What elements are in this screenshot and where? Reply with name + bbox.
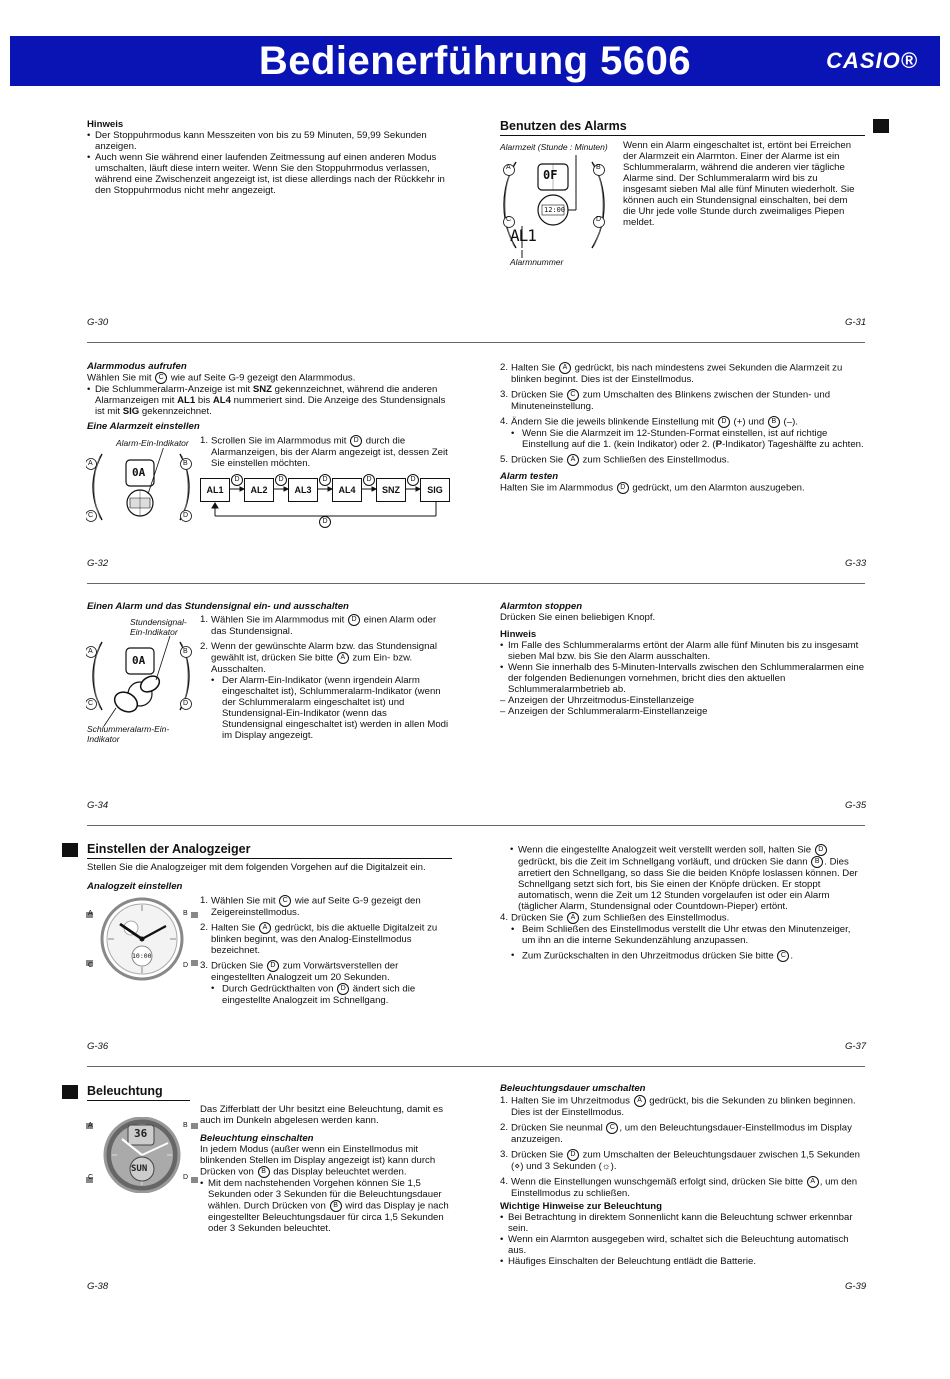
g38-lcd-bottom-text: SUN	[131, 1164, 148, 1174]
page-number-g32: G-32	[87, 558, 109, 569]
g33-test-title: Alarm testen	[500, 471, 559, 482]
g33-step-4: 4. Ändern Sie die jeweils blinkende Einstellung mit D (+) und B (–). • Wenn Sie die Alarmzeit im 12-Stunden-Format einstellen, ist auf richtige Einstellung auf die 1. (kein Indikator) oder 2. (P-Indikator) Tageshälfte zu achten.	[500, 416, 865, 450]
g38-block	[200, 1104, 452, 1234]
flow-box-al2: AL2	[244, 478, 274, 502]
page-number-g36: G-36	[87, 1041, 109, 1052]
g33-steps	[500, 362, 865, 470]
g34-fig-label: Schlummeralarm-Ein-Indikator	[87, 724, 170, 744]
g35-dash-item: – Anzeigen der Schlummeralarm-Einstellanzeige	[500, 706, 865, 717]
g39-tip: • Häufiges Einschalten der Beleuchtung entlädt die Batterie.	[500, 1256, 865, 1267]
g35-hinweis-title: Hinweis	[500, 629, 537, 640]
g36-steps	[200, 895, 450, 1010]
g35-bullet: • Wenn Sie innerhalb des 5-Minuten-Intervalls zwischen den Schlummeralarmen eine der folgenden Bedienungen vornehmen, bricht dies den aktuellen Schlummeralarmbetrieb ab.	[500, 662, 865, 695]
divider	[87, 825, 865, 826]
g31-fig-caption: Alarmzeit (Stunde : Minuten)	[500, 142, 608, 152]
g32-steps	[200, 435, 450, 473]
label-d: D	[183, 1174, 189, 1181]
label-b: B	[183, 460, 188, 467]
g39-sub-title: Beleuchtungsdauer umschalten	[500, 1083, 646, 1094]
g35-block	[500, 601, 865, 717]
label-d: D	[183, 512, 189, 519]
g32-fig-caption: Alarm-Ein-Indikator	[116, 438, 189, 448]
label-b: B	[596, 164, 601, 171]
g37-step4-bullet: • Beim Schließen des Einstellmodus verstellt die Uhr etwas den Minutenzeiger, um ihn an die interne Sekundenzählung anzupassen.	[511, 924, 865, 946]
g35-dash-item: – Anzeigen der Uhrzeitmodus-Einstellanzeige	[500, 695, 865, 706]
page-number-g38: G-38	[87, 1281, 109, 1292]
label-c: C	[88, 962, 94, 969]
g37-step-4: 4. Drücken Sie A zum Schließen des Einstellmodus. • Beim Schließen des Einstellmodus verstellt die Uhr etwas den Minutenzeiger, um ihn an die interne Sekundenzählung anzupassen. • Zum Zurückschalten in den Uhrzeitmodus drücken Sie bitte C .	[500, 912, 865, 962]
g35-stop-text: Drücken Sie einen beliebigen Knopf.	[500, 612, 656, 623]
g34-steps	[200, 614, 450, 745]
g32-lcd-top-text: 0A	[132, 466, 146, 479]
g32-watch-figure	[86, 448, 196, 528]
flow-box-al3: AL3	[288, 478, 318, 502]
page-number-g33: G-33	[845, 558, 867, 569]
divider	[87, 583, 865, 584]
g36-intro: Stellen Sie die Analogzeiger mit dem folgenden Vorgehen auf die Digitalzeit ein.	[87, 862, 426, 873]
label-b: B	[183, 1122, 188, 1129]
g31-lcd-small-text: 12:00	[544, 206, 566, 214]
flow-d-label: D	[275, 474, 287, 486]
section-marker	[62, 1085, 78, 1099]
section-marker	[62, 843, 78, 857]
g38-lcd-top-text: 36	[134, 1127, 148, 1140]
g33-test-block	[500, 471, 865, 494]
g37-step4-bullet: • Zum Zurückschalten in den Uhrzeitmodus drücken Sie bitte C .	[511, 950, 865, 962]
g32-set-title: Eine Alarmzeit einstellen	[87, 421, 200, 432]
casio-logo: CASIO®	[826, 48, 918, 73]
g35-stop-title: Alarmton stoppen	[500, 601, 583, 612]
label-d: D	[596, 216, 602, 223]
g31-lcd-top-text: 0F	[543, 168, 558, 182]
label-a: A	[88, 648, 93, 655]
flow-box-snz: SNZ	[376, 478, 406, 502]
label-b: B	[183, 910, 188, 917]
g36-step-3: 3. Drücken Sie D zum Vorwärtsverstellen der eingestellten Analogzeit um 20 Sekunden. • Durch Gedrückthalten von D ändert sich die eingestellte Analogzeit im Schnellgang.	[200, 960, 450, 1006]
g32-bullet: • Die Schlummeralarm-Anzeige ist mit SNZ gekennzeichnet, während die anderen Alarmanzeigen mit AL1 bis AL4 nummeriert sind. Die Anzeige des Stundensignals ist mit SIG gekennzeichnet.	[87, 384, 452, 417]
page-number-g30: G-30	[87, 317, 109, 328]
g36-section-title: Einstellen der Analogzeiger	[87, 842, 452, 859]
g39-step-1: 1. Halten Sie im Uhrzeitmodus A gedrückt, bis die Sekunden zu blinken beginnen. Dies ist der Einstellmodus.	[500, 1095, 856, 1118]
g38-intro: Das Zifferblatt der Uhr besitzt eine Beleuchtung, damit es auch im Dunkeln abgelesen werden kann.	[200, 1104, 443, 1126]
g31-lcd-bottom-text: AL1	[510, 226, 536, 245]
section-marker	[873, 119, 889, 133]
flow-d-label: D	[363, 474, 375, 486]
g31-section-title: Benutzen des Alarms	[500, 119, 865, 136]
label-a: A	[88, 460, 93, 467]
g39-tips	[500, 1201, 865, 1267]
g36-watch-figure	[86, 896, 198, 982]
g36-sub-title: Analogzeit einstellen	[87, 881, 183, 892]
g30-bullet: • Der Stoppuhrmodus kann Messzeiten von bis zu 59 Minuten, 59,99 Sekunden anzeigen.	[87, 130, 452, 152]
g39-tip: • Bei Betrachtung in direktem Sonnenlicht kann die Beleuchtung schwer erkennbar sein.	[500, 1212, 865, 1234]
flow-d-label: D	[407, 474, 419, 486]
g33-test-text: Halten Sie im Alarmmodus D gedrückt, um den Alarmton auszugeben.	[500, 482, 805, 494]
g33-step4-bullet: • Wenn Sie die Alarmzeit im 12-Stunden-Format einstellen, ist auf richtige Einstellung auf die 1. (kein Indikator) oder 2. (P-Indikator) Tageshälfte zu achten.	[511, 428, 865, 450]
g39-tip: • Wenn ein Alarmton ausgegeben wird, schaltet sich die Beleuchtung automatisch aus.	[500, 1234, 865, 1256]
g34-title: Einen Alarm und das Stundensignal ein- und ausschalten	[87, 601, 349, 612]
label-a: A	[506, 164, 511, 171]
g32-step-1: 1. Scrollen Sie im Alarmmodus mit D durch die Alarmanzeigen, bis der Alarm angezeigt ist, dessen Zeit Sie einstellen möchten.	[200, 435, 448, 469]
g38-bullet: • Mit dem nachstehenden Vorgehen können Sie 1,5 Sekunden oder 3 Sekunden für die Beleuchtungsdauer wählen. Durch Drücken von B wird das Display je nach eingestellter Beleuchtungsdauer für circa 1,5 Sekunden oder 3 Sekunden beleuchtet.	[200, 1178, 452, 1234]
g34-fig-caption: Stundensignal-Ein-Indikator	[130, 617, 187, 637]
g38-text: In jedem Modus (außer wenn ein Einstellmodus mit blinkenden Stellen im Display angezeigt ist) kann durch Drücken von B das Display beleuchtet werden.	[200, 1144, 436, 1178]
g39-tips-title: Wichtige Hinweise zur Beleuchtung	[500, 1201, 662, 1212]
g37-steps	[500, 912, 865, 966]
label-d: D	[183, 962, 189, 969]
header-banner	[10, 36, 940, 86]
g36-step-2: 2. Halten Sie A gedrückt, bis die aktuelle Digitalzeit zu blinken beginnt, was den Analog-Einstellmodus bezeichnet.	[200, 922, 438, 956]
divider	[87, 342, 865, 343]
divider	[87, 1066, 865, 1067]
g32-mode-line: Wählen Sie mit C wie auf Seite G-9 gezeigt den Alarmmodus.	[87, 372, 356, 384]
document-title: Bedienerführung 5606	[258, 39, 692, 83]
button-c-symbol: C	[155, 372, 167, 384]
label-a: A	[88, 1122, 93, 1129]
g32-mode-block	[87, 361, 452, 432]
g36-step-1: 1. Wählen Sie mit C wie auf Seite G-9 gezeigt den Zeigereinstellmodus.	[200, 895, 421, 918]
g39-step-3: 3. Drücken Sie D zum Umschalten der Beleuchtungsdauer zwischen 1,5 Sekunden (⋄) und 3 Sekunden (☼).	[500, 1149, 860, 1172]
label-b: B	[183, 648, 188, 655]
g38-sub-title: Beleuchtung einschalten	[200, 1133, 314, 1144]
label-c: C	[88, 1174, 94, 1181]
page-number-g37: G-37	[845, 1041, 867, 1052]
g30-hinweis-title: Hinweis	[87, 119, 124, 130]
page-number-g39: G-39	[845, 1281, 867, 1292]
g36-step3-bullet: • Durch Gedrückthalten von D ändert sich die eingestellte Analogzeit im Schnellgang.	[211, 983, 450, 1006]
page-number-g35: G-35	[845, 800, 867, 811]
g34-step-1: 1. Wählen Sie im Alarmmodus mit D einen Alarm oder das Stundensignal.	[200, 614, 437, 637]
short-duration-icon: ⋄	[514, 1161, 521, 1172]
flow-d-label: D	[231, 474, 243, 486]
g34-watch-figure	[86, 636, 198, 726]
flow-d-label: D	[319, 516, 331, 528]
long-duration-icon: ☼	[601, 1161, 611, 1172]
g34-lcd-top-text: 0A	[132, 654, 146, 667]
g33-step-3: 3. Drücken Sie C zum Umschalten des Blinkens zwischen der Stunden- und Minuteneinstellung.	[500, 389, 831, 412]
g34-step2-bullet: • Der Alarm-Ein-Indikator (wenn irgendein Alarm eingeschaltet ist), Schlummeralarm-Indikator (wenn der Schlummeralarm eingeschaltet ist) und Stundensignal-Ein-Indikator (wenn das Stundensignal eingeschaltet ist) werden in allen Modi im Display angezeigt.	[211, 675, 450, 741]
flow-box-al1: AL1	[200, 478, 230, 502]
label-c: C	[88, 700, 94, 707]
g30-bullet: • Auch wenn Sie während einer laufenden Zeitmessung auf einen anderen Modus umschalten, läuft diese intern weiter. Wenn Sie den Stoppuhrmodus verlassen, während eine Zwischenzeit angezeigt ist, ist diese allerdings nach der Rückkehr in den Stoppuhrmodus nicht mehr angezeigt.	[87, 152, 452, 196]
g33-step-5: 5. Drücken Sie A zum Schließen des Einstellmodus.	[500, 454, 730, 466]
page-number-g31: G-31	[845, 317, 867, 328]
g38-section-title: Beleuchtung	[87, 1084, 190, 1101]
flow-box-al4: AL4	[332, 478, 362, 502]
label-c: C	[506, 216, 512, 223]
label-d: D	[183, 700, 189, 707]
g39-step-2: 2. Drücken Sie neunmal C , um den Beleuchtungsdauer-Einstellmodus im Display anzuzeigen.	[500, 1122, 852, 1145]
g35-bullet: • Im Falle des Schlummeralarms ertönt der Alarm alle fünf Minuten bis zu insgesamt sieben Mal bzw. bis Sie den Alarm ausschalten.	[500, 640, 865, 662]
label-a: A	[88, 910, 93, 917]
label-c: C	[88, 512, 94, 519]
g31-fig-label: Alarmnummer	[510, 257, 564, 267]
g30-hinweis	[87, 119, 452, 196]
flow-d-label: D	[319, 474, 331, 486]
g37-bullet: • Wenn die eingestellte Analogzeit weit verstellt werden soll, halten Sie D gedrückt, bis die Zeit im Schnellgang vorläuft, und drücken Sie dann B . Dies arretiert den Schnellgang, so dass Sie die beiden Knöpfe loslassen können. Der Schnellgang setzt sich fort, bis Sie einen der Knöpfe drücken. Er stoppt automatisch, wenn die Zeit um 12 Stunden vorgelaufen ist oder ein Alarm (täglicher Alarm, Stundensignal oder Countdown-Pieper) ertönt.	[510, 844, 865, 912]
g33-step-2: 2. Halten Sie A gedrückt, bis nach mindestens zwei Sekunden die Alarmzeit zu blinken beginnt. Dies ist der Einstellmodus.	[500, 362, 843, 385]
page-number-g34: G-34	[87, 800, 109, 811]
g32-mode-title: Alarmmodus aufrufen	[87, 361, 187, 372]
g39-step-4: 4. Wenn die Einstellungen wunschgemäß erfolgt sind, drücken Sie bitte A , um den Einstellmodus zu schließen.	[500, 1176, 858, 1199]
g34-step-2: 2. Wenn der gewünschte Alarm bzw. das Stundensignal gewählt ist, drücken Sie bitte A zum Ein- bzw. Ausschalten. • Der Alarm-Ein-Indikator (wenn irgendein Alarm eingeschaltet ist), Schlummeralarm-Indikator (wenn der Schlummeralarm eingeschaltet ist) und Stundensignal-Ein-Indikator (wenn das Stundensignal eingeschaltet ist) werden in allen Modi im Display angezeigt.	[200, 641, 450, 741]
g39-steps	[500, 1095, 865, 1203]
g37-block	[510, 844, 865, 912]
flow-box-sig: SIG	[420, 478, 450, 502]
g36-lcd-small-text: 10:00	[132, 952, 152, 960]
g31-body: Wenn ein Alarm eingeschaltet ist, ertönt bei Erreichen der Alarmzeit ein Alarmton. Einer der Alarme ist ein Schlummeralarm, während die anderen vier tägliche Alarme sind. Der Schlummeralarm wird bis zu insgesamt sieben Mal alle fünf Minuten wiederholt. Sie können auch ein Stundensignal einschalten, bei dem die Uhr jede volle Stunde durch zweimaliges Piepen meldet.	[623, 140, 855, 228]
